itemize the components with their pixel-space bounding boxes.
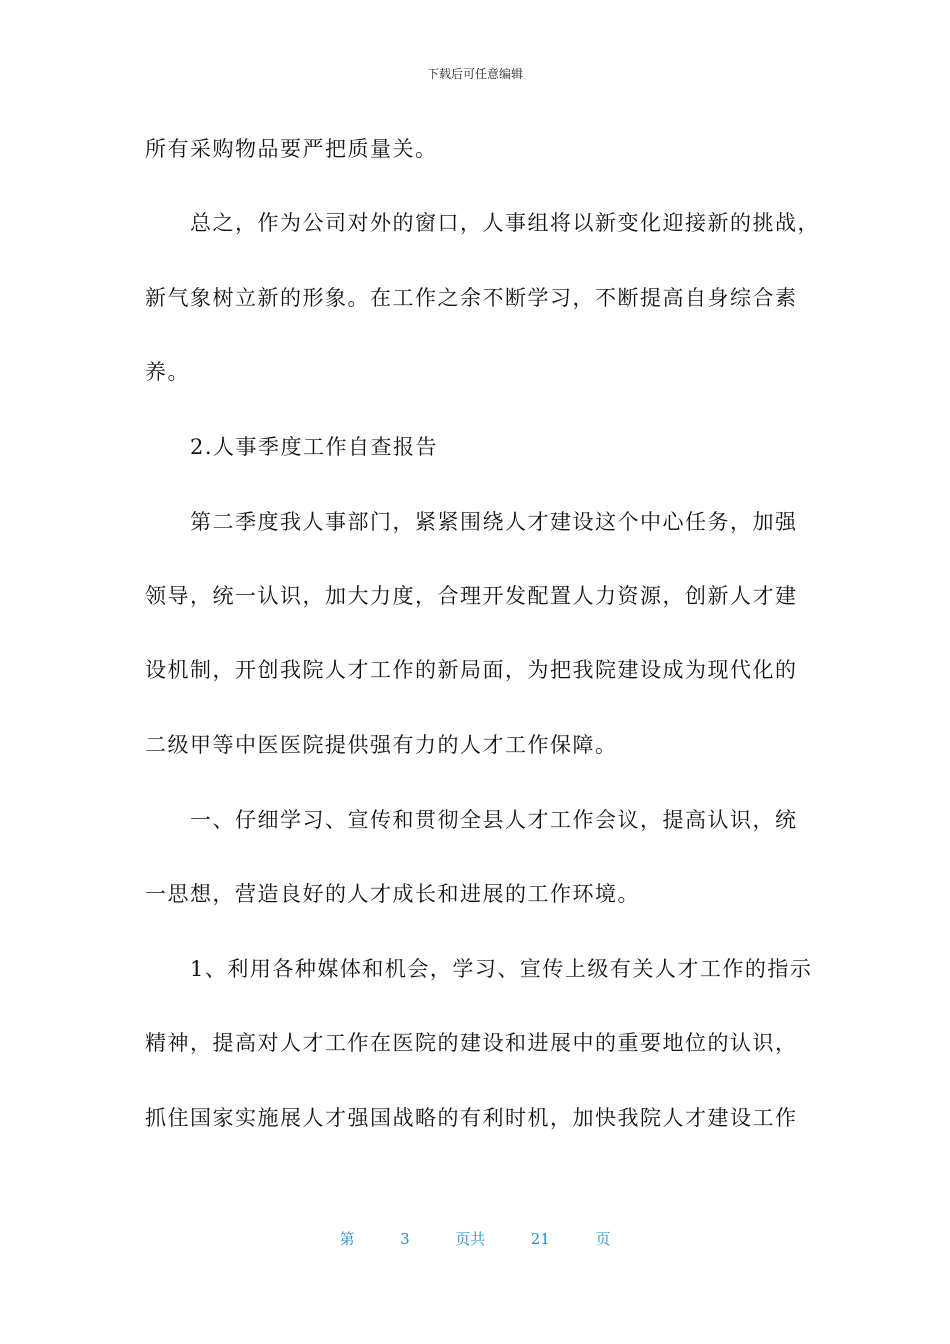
text-line: 总之，作为公司对外的窗口，人事组将以新变化迎接新的挑战， [190,211,820,235]
text-line: 二级甲等中医医院提供强有力的人才工作保障。 [145,733,618,757]
total-pages-number: 21 [530,1230,550,1248]
text-line: 领导，统一认识，加大力度，合理开发配置人力资源，创新人才建 [145,584,798,608]
page-footer [0,1229,950,1249]
text-line: 精神，提高对人才工作在医院的建设和进展中的重要地位的认识， [145,1031,798,1055]
text-line: 新气象树立新的形象。在工作之余不断学习，不断提高自身综合素 [145,286,798,310]
text-line: 一、仔细学习、宣传和贯彻全县人才工作会议，提高认识，统 [190,808,798,832]
text-line: 第二季度我人事部门，紧紧围绕人才建设这个中心任务，加强 [190,510,798,534]
page-header: 下载后可任意编辑 [426,67,523,81]
text-line: 一思想，营造良好的人才成长和进展的工作环境。 [145,882,640,906]
text-line: 抓住国家实施展人才强国战略的有利时机，加快我院人才建设工作 [145,1106,798,1130]
footer-label-page: 第 [339,1230,355,1248]
current-page-number: 3 [400,1230,410,1248]
text-line: 所有采购物品要严把质量关。 [145,137,438,161]
footer-label-of: 页共 [455,1230,486,1248]
section-heading: 2.人事季度工作自查报告 [190,435,439,459]
text-line: 养。 [145,360,190,384]
text-line: 1、利用各种媒体和机会，学习、宣传上级有关人才工作的指示 [190,957,813,981]
footer-label-end: 页 [595,1230,611,1248]
text-line: 设机制，开创我院人才工作的新局面，为把我院建设成为现代化的 [145,658,798,682]
